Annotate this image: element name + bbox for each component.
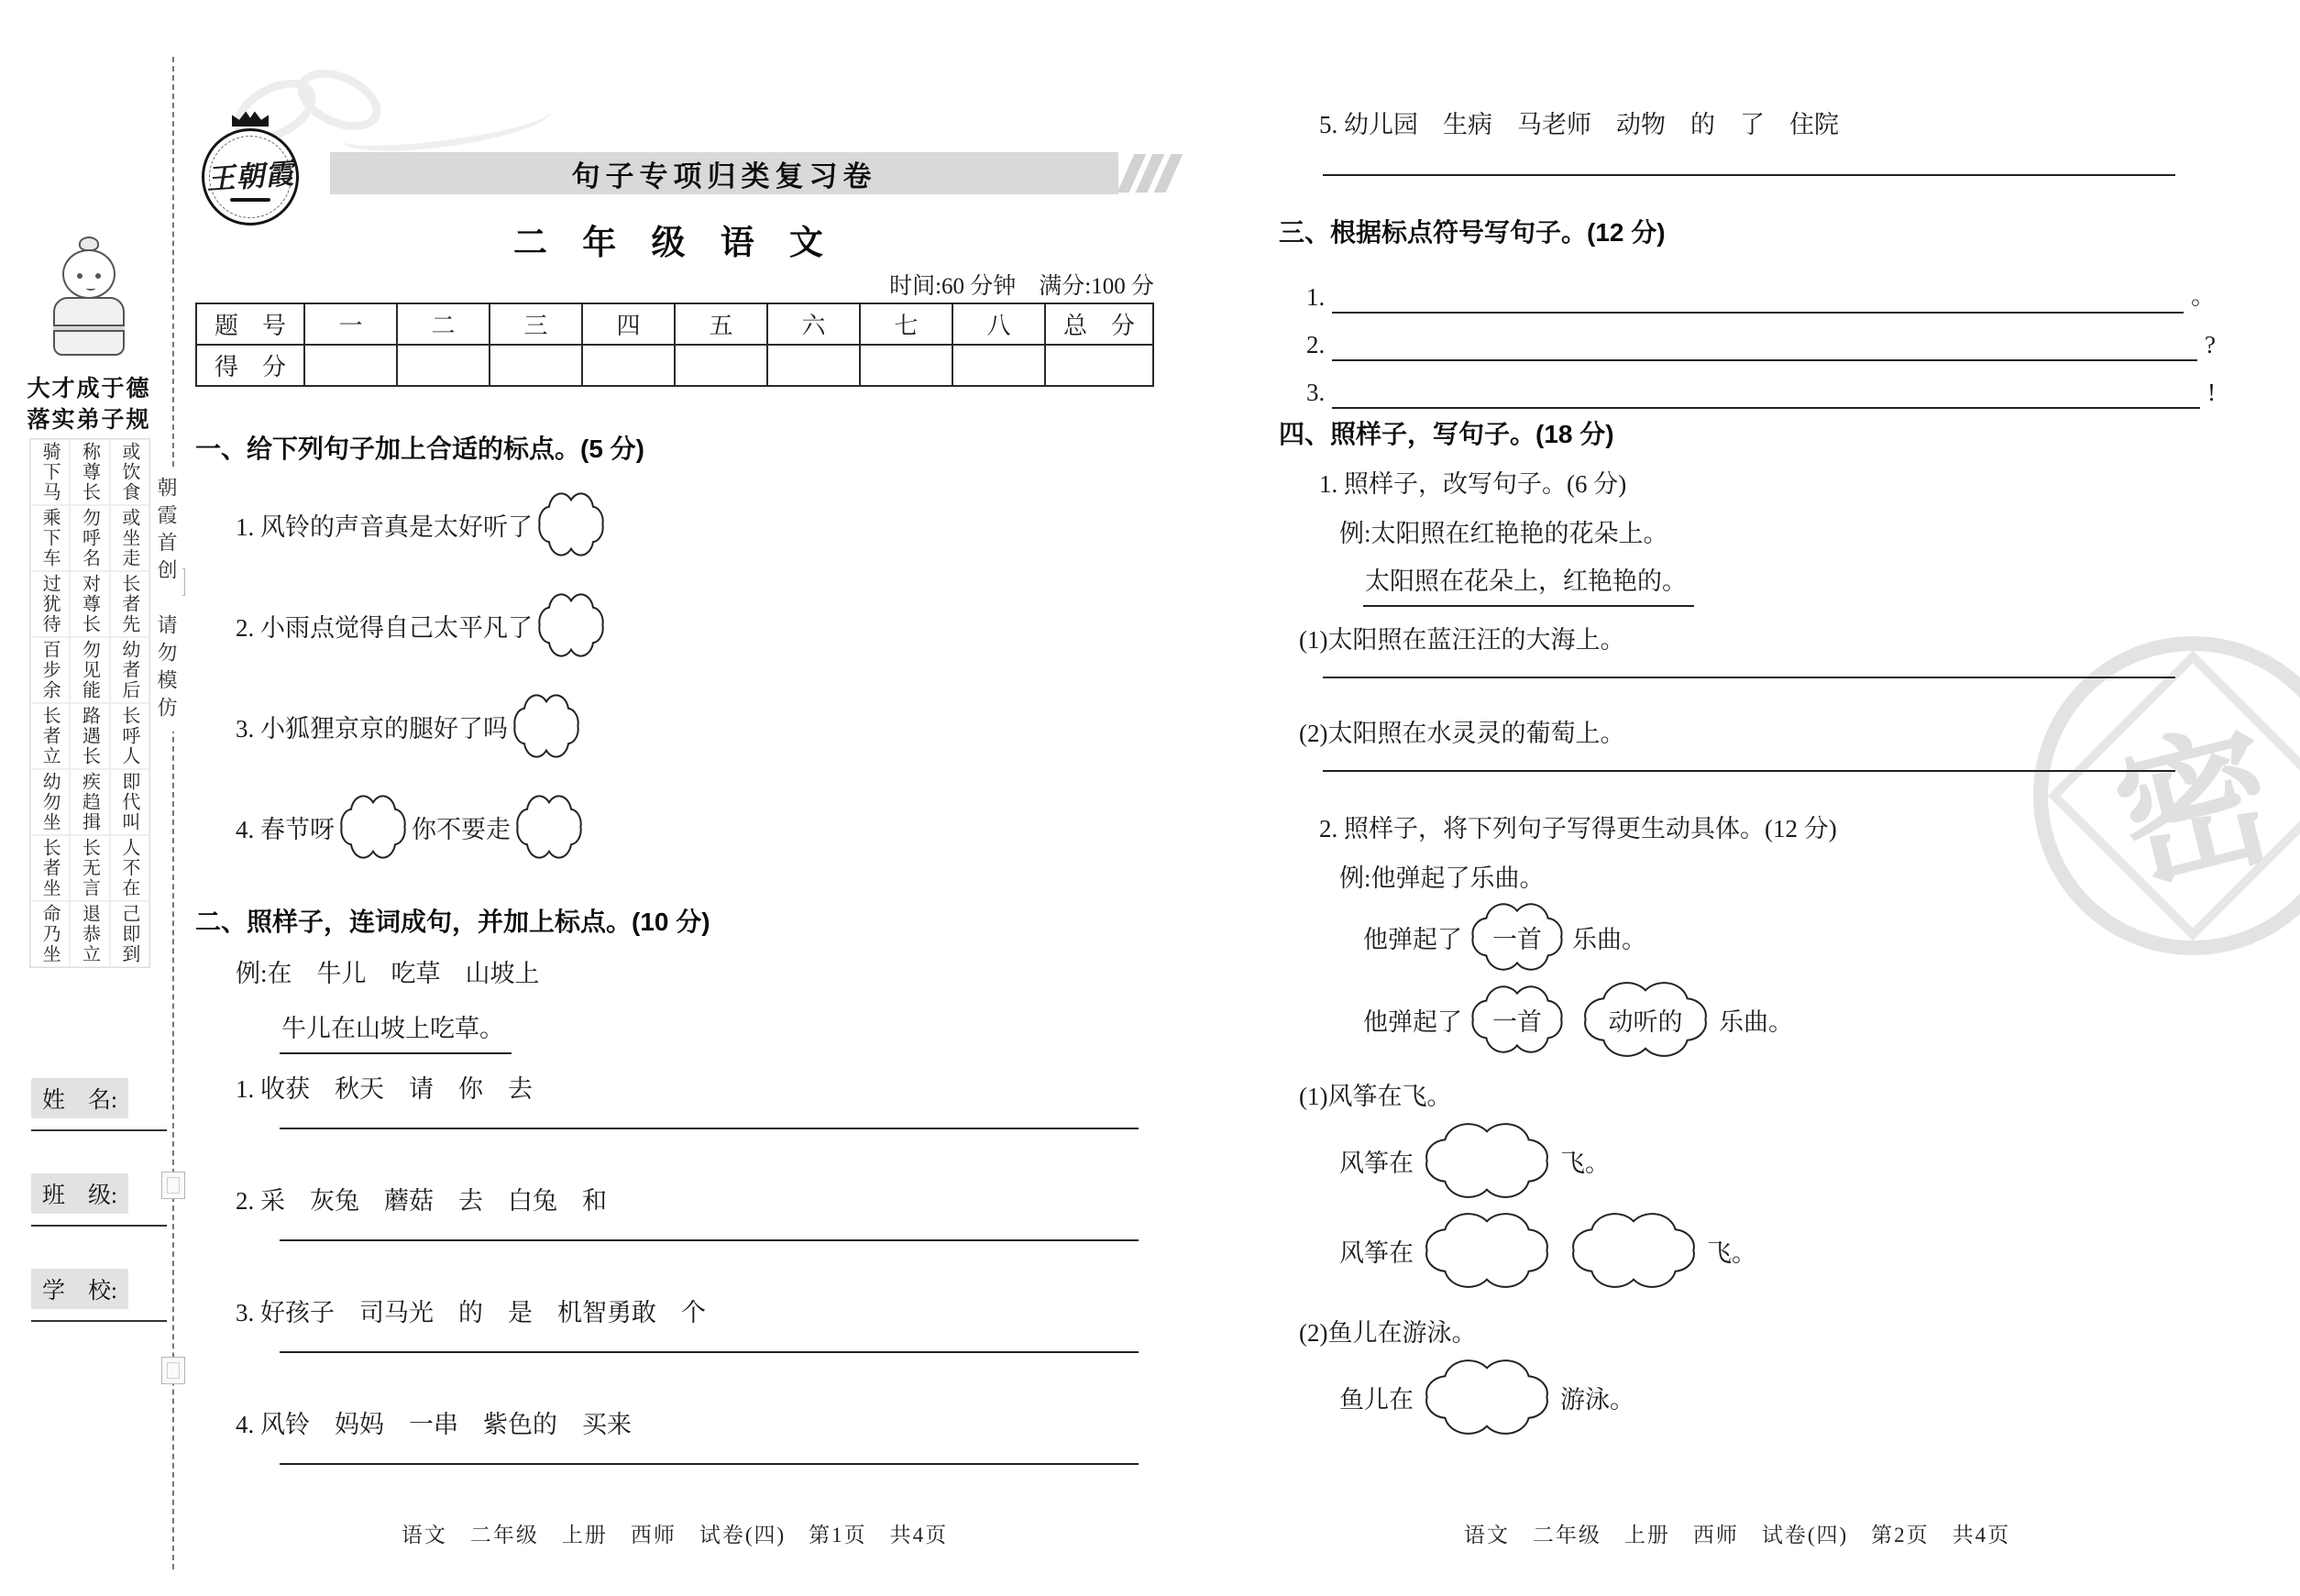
dizigui-cell: 对尊长 xyxy=(70,571,109,637)
score-table-cell: 三 xyxy=(490,303,582,345)
dizigui-cell: 即代叫 xyxy=(110,769,149,835)
time-score-meta: 时间:60 分钟 满分:100 分 xyxy=(889,274,1154,299)
punctuation-mark: ? xyxy=(2205,331,2216,358)
cloud-answer-text: 一首 xyxy=(1492,1007,1542,1036)
sub2-kite-title: (1)风筝在飞。 xyxy=(1299,1083,1452,1110)
sub1-example-answer xyxy=(1363,563,2195,607)
punctuation-cloud xyxy=(512,798,586,856)
dizigui-cell: 长者坐 xyxy=(30,835,70,901)
score-empty-cell xyxy=(952,345,1045,386)
sub1-item: (1)太阳照在蓝汪汪的大海上。 xyxy=(1299,626,1625,654)
dizigui-cell: 长者立 xyxy=(30,703,70,769)
student-name-field xyxy=(31,1078,169,1131)
score-table-cell: 五 xyxy=(675,303,767,345)
dizigui-cell: 己即到 xyxy=(110,901,149,967)
child-head xyxy=(62,249,116,299)
sidebar xyxy=(0,0,174,1596)
answer-line xyxy=(280,1351,1139,1353)
section1-item xyxy=(236,480,1156,568)
sub2-kite-row1 xyxy=(1339,1122,2195,1199)
dizigui-cell: 或饮食 xyxy=(110,439,149,505)
name-fill-line xyxy=(31,1129,167,1131)
section1-item xyxy=(236,783,1156,871)
class-fill-line xyxy=(31,1225,167,1227)
score-table-cell: 总 分 xyxy=(1045,303,1153,345)
sentence-text: 乐曲。 xyxy=(1572,925,1646,953)
child-belt xyxy=(53,325,125,332)
section2-item: 1. 收获 秋天 请 你 去 xyxy=(236,1075,533,1103)
answer-line xyxy=(280,1239,1139,1241)
section3-items xyxy=(1279,266,2216,409)
section1-item xyxy=(236,581,1156,669)
section2-item: 5. 幼儿园 生病 马老师 动物 的 了 住院 xyxy=(1319,111,1839,138)
score-label-cell: 得 分 xyxy=(196,345,304,386)
section2-title: 二、照样子，连词成句，并加上标点。(10 分) xyxy=(195,908,710,936)
sentence-text: 他弹起了 xyxy=(1363,925,1462,953)
score-table-header-row xyxy=(196,303,1153,345)
blank-cloud xyxy=(1417,1126,1557,1195)
section2-item: 4. 风铃 妈妈 一串 紫色的 买来 xyxy=(236,1411,632,1438)
section4-title: 四、照样子，写句子。(18 分) xyxy=(1279,420,1614,448)
page1-content xyxy=(195,431,1156,1465)
sub2-example-row2 xyxy=(1363,981,2195,1058)
sub1-item: (2)太阳照在水灵灵的葡萄上。 xyxy=(1299,720,1625,747)
child-illustration xyxy=(39,237,141,367)
logo-flourish xyxy=(230,198,270,202)
crown-icon xyxy=(232,110,269,127)
section2-item: 2. 采 灰兔 蘑菇 去 白兔 和 xyxy=(236,1187,607,1215)
item-number: 2. xyxy=(1306,331,1326,358)
dizigui-cell: 勿见能 xyxy=(70,637,109,703)
section2-example-answer xyxy=(280,1010,1156,1054)
dizigui-cell: 路遇长 xyxy=(70,703,109,769)
section4-sub1-title: 1. 照样子，改写句子。(6 分) xyxy=(1319,470,1627,498)
dizigui-cell: 勿呼名 xyxy=(70,505,109,571)
sentence-text: 飞。 xyxy=(1707,1238,1756,1267)
exam-banner xyxy=(330,152,1118,194)
stamp-character: 密 xyxy=(2100,705,2292,910)
score-empty-cell xyxy=(1045,345,1153,386)
item-number: 1. xyxy=(1306,283,1326,311)
answer-line xyxy=(1332,314,2197,361)
sub1-example: 例:太阳照在红艳艳的花朵上。 xyxy=(1339,520,1668,547)
blank-cloud xyxy=(1417,1216,1557,1285)
score-empty-cell xyxy=(675,345,767,386)
score-empty-cell xyxy=(767,345,860,386)
sentence-text: 风筝在 xyxy=(1339,1149,1414,1177)
dizigui-cell: 骑下马 xyxy=(30,439,70,505)
score-table xyxy=(195,303,1154,387)
punctuation-mark: ! xyxy=(2207,379,2216,406)
score-table-cell: 题 号 xyxy=(196,303,304,345)
underlined-answer: 牛儿在山坡上吃草。 xyxy=(280,1010,512,1054)
section3-title: 三、根据标点符号写句子。(12 分) xyxy=(1279,218,1666,247)
sentence-text: 风筝在 xyxy=(1339,1238,1414,1267)
sentence-text: 乐曲。 xyxy=(1719,1007,1793,1036)
dizigui-cell: 疾趋揖 xyxy=(70,769,109,835)
dizigui-cell: 长无言 xyxy=(70,835,109,901)
paper-title: 二 年 级 语 文 xyxy=(512,224,837,261)
answer-line xyxy=(1323,677,2175,678)
dizigui-cell: 退恭立 xyxy=(70,901,109,967)
answer-cloud xyxy=(1466,906,1568,968)
dizigui-cell: 乘下车 xyxy=(30,505,70,571)
score-empty-cell xyxy=(860,345,952,386)
dizigui-cell: 幼勿坐 xyxy=(30,769,70,835)
section3-item xyxy=(1306,314,2216,361)
sub2-example-row1 xyxy=(1363,898,2195,975)
sentence-text: 4. 春节呀 xyxy=(236,815,335,843)
section4-sub2-title: 2. 照样子，将下列句子写得更生动具体。(12 分) xyxy=(1319,815,1837,842)
sentence-text: 他弹起了 xyxy=(1363,1007,1462,1036)
blank-cloud xyxy=(1417,1362,1557,1432)
dizigui-cell: 长呼人 xyxy=(110,703,149,769)
student-class-field xyxy=(31,1173,169,1227)
sub2-fish-title: (2)鱼儿在游泳。 xyxy=(1299,1319,1477,1347)
score-table-cell: 七 xyxy=(860,303,952,345)
page2-content xyxy=(1279,106,2216,1436)
dizigui-cell: 人不在 xyxy=(110,835,149,901)
spine-note: 朝霞首创 请勿模仿 xyxy=(150,469,182,732)
dizigui-cell: 过犹待 xyxy=(30,571,70,637)
school-fill-line xyxy=(31,1320,167,1322)
child-mouth xyxy=(86,286,95,291)
logo-circle xyxy=(202,128,299,226)
dizigui-cell: 长者先 xyxy=(110,571,149,637)
section1-item xyxy=(236,682,1156,770)
answer-cloud xyxy=(1466,988,1568,1051)
name-label: 姓 名: xyxy=(31,1078,128,1118)
section2-item: 3. 好孩子 司马光 的 是 机智勇敢 个 xyxy=(236,1299,706,1326)
score-table-cell: 二 xyxy=(397,303,490,345)
answer-line xyxy=(280,1463,1139,1465)
dizigui-cell: 幼者后 xyxy=(110,637,149,703)
sub2-kite-row2 xyxy=(1339,1212,2195,1289)
punctuation-cloud xyxy=(534,495,608,554)
section3-item xyxy=(1306,361,2216,409)
blank-cloud xyxy=(1564,1216,1703,1285)
score-empty-cell xyxy=(490,345,582,386)
student-school-field xyxy=(31,1269,169,1322)
logo-text: 王朝霞 xyxy=(205,157,296,195)
sentence-text: 飞。 xyxy=(1560,1149,1610,1177)
sentence-text: 你不要走 xyxy=(412,815,511,843)
sidebar-motto-line1: 大才成于德 xyxy=(27,377,151,402)
school-label: 学 校: xyxy=(31,1269,128,1309)
answer-line xyxy=(1332,361,2200,409)
score-table-cell: 八 xyxy=(952,303,1045,345)
score-empty-cell xyxy=(397,345,490,386)
section3-item xyxy=(1306,266,2216,314)
dizigui-verse-grid xyxy=(29,438,150,968)
dizigui-cell: 命乃坐 xyxy=(30,901,70,967)
publisher-logo xyxy=(191,110,310,235)
page1-footer: 语文 二年级 上册 西师 试卷(四) 第1页 共4页 xyxy=(401,1524,949,1546)
dizigui-cell: 称尊长 xyxy=(70,439,109,505)
section1-title: 一、给下列句子加上合适的标点。(5 分) xyxy=(195,435,645,463)
page2-footer: 语文 二年级 上册 西师 试卷(四) 第2页 共4页 xyxy=(1463,1524,2011,1546)
sub2-fish-row1 xyxy=(1339,1359,2195,1436)
section2-example: 例:在 牛儿 吃草 山坡上 xyxy=(236,960,540,987)
score-table-score-row xyxy=(196,345,1153,386)
sub2-example: 例:他弹起了乐曲。 xyxy=(1339,864,1545,892)
class-label: 班 级: xyxy=(31,1173,128,1214)
cloud-answer-text: 动听的 xyxy=(1608,1007,1683,1036)
answer-line xyxy=(280,1128,1139,1129)
exam-banner-title: 句子专项归类复习卷 xyxy=(571,160,877,193)
dizigui-cell: 百步余 xyxy=(30,637,70,703)
score-empty-cell xyxy=(304,345,397,386)
child-eye xyxy=(95,273,101,279)
sentence-text: 鱼儿在 xyxy=(1339,1385,1414,1414)
chevron-decoration-icon xyxy=(1126,154,1174,193)
punctuation-cloud xyxy=(534,596,608,655)
dizigui-cell: 或坐走 xyxy=(110,505,149,571)
score-table-cell: 一 xyxy=(304,303,397,345)
item-number: 3. xyxy=(1306,379,1326,406)
score-table-cell: 六 xyxy=(767,303,860,345)
punctuation-cloud xyxy=(336,798,410,856)
score-empty-cell xyxy=(582,345,675,386)
sentence-text: 3. 小狐狸京京的腿好了吗 xyxy=(236,714,508,743)
answer-line xyxy=(1323,174,2175,176)
child-eye xyxy=(77,273,83,279)
score-table-cell: 四 xyxy=(582,303,675,345)
sentence-text: 1. 风铃的声音真是太好听了 xyxy=(236,512,533,541)
sidebar-motto-line2: 落实弟子规 xyxy=(27,408,151,433)
answer-line xyxy=(1332,266,2184,314)
sentence-text: 2. 小雨点觉得自己太平凡了 xyxy=(236,613,533,642)
punctuation-mark: 。 xyxy=(2191,282,2216,310)
answer-cloud xyxy=(1576,985,1715,1054)
underlined-answer: 太阳照在花朵上，红艳艳的。 xyxy=(1363,563,1694,607)
sentence-text: 游泳。 xyxy=(1560,1385,1634,1414)
answer-line xyxy=(1323,770,2175,772)
punctuation-cloud xyxy=(510,697,583,755)
cloud-answer-text: 一首 xyxy=(1492,925,1542,953)
